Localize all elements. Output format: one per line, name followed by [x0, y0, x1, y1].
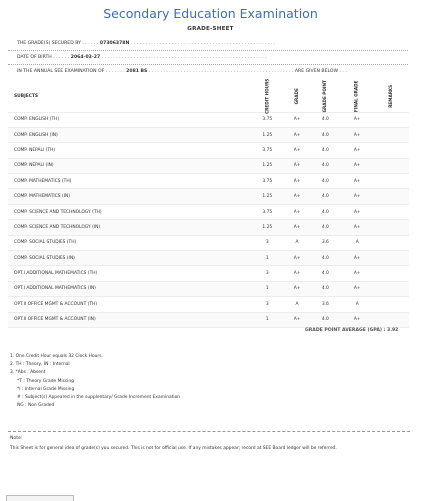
header-remarks [373, 82, 409, 112]
header-credit-hours-label: CREDIT HOURS [263, 78, 269, 115]
credit-cell: 1 [250, 251, 285, 266]
final-grade-cell: A+ [341, 189, 373, 204]
final-grade-cell: A+ [341, 204, 373, 219]
grade-cell: A [285, 297, 309, 312]
table-row [8, 220, 409, 235]
final-grade-cell: A+ [341, 127, 373, 142]
final-grade-cell: A+ [341, 251, 373, 266]
subject-cell: COMP. NEPALI (IN) [8, 158, 250, 173]
table-row [8, 174, 409, 189]
dob-line [17, 55, 267, 60]
subject-cell: OPT.I ADDITIONAL MATHEMATICS (IN) [8, 281, 250, 296]
final-grade-cell: A+ [341, 312, 373, 327]
grade-sheet-heading: GRADE-SHEET [187, 26, 234, 32]
grade-point-cell: 3.6 [309, 235, 341, 250]
divider [8, 50, 408, 51]
remarks-cell [373, 251, 409, 266]
remarks-cell [373, 112, 409, 127]
credit-cell: 3.75 [250, 143, 285, 158]
credit-cell: 1 [250, 312, 285, 327]
subject-cell: COMP. ENGLISH (TH) [8, 112, 250, 127]
credit-cell: 1.25 [250, 220, 285, 235]
disclaimer-title: Note: [10, 436, 23, 441]
grade-point-cell: 4.0 [309, 251, 341, 266]
grades-secured-dots: . . . . . . . . . . . . . . . . . . . . . . . . . . . . . . . . . . . . . . . . . . . . . . . . . . [130, 41, 276, 46]
table-row [8, 143, 409, 158]
header-subjects: SUBJECTS [8, 82, 250, 112]
header-grade-label: GRADE [293, 88, 299, 105]
table-row [8, 251, 409, 266]
subject-cell: COMP. MATHEMATICS (IN) [8, 189, 250, 204]
exam-line [17, 69, 347, 74]
table-header-row [8, 82, 409, 112]
dashed-divider [8, 431, 410, 432]
grade-cell: A+ [285, 204, 309, 219]
grade-cell: A+ [285, 127, 309, 142]
dob-label: DATE OF BIRTH . . . . . . [17, 55, 70, 60]
grade-cell: A+ [285, 266, 309, 281]
page-title: Secondary Education Examination [103, 6, 318, 21]
grades-secured-label: THE GRADE(S) SECURED BY . . . . . . [17, 41, 99, 46]
subject-cell: COMP. NEPALI (TH) [8, 143, 250, 158]
header-credit-hours [250, 78, 285, 115]
final-grade-cell: A+ [341, 220, 373, 235]
grade-point-cell: 4.0 [309, 189, 341, 204]
table-row [8, 281, 409, 296]
remarks-cell [373, 158, 409, 173]
header-final-grade [341, 82, 373, 112]
dob-value: 2064-03-27 [70, 55, 101, 60]
grade-point-cell: 4.0 [309, 143, 341, 158]
grade-cell: A+ [285, 143, 309, 158]
final-grade-cell: A [341, 235, 373, 250]
final-grade-cell: A+ [341, 158, 373, 173]
note-subitem: # : Subject(s) Appeared in the supplentary/ Grade Increment Examination [17, 395, 181, 401]
grade-point-cell: 4.0 [309, 158, 341, 173]
bottom-tab [6, 495, 74, 501]
final-grade-cell: A+ [341, 143, 373, 158]
dob-dots: . . . . . . . . . . . . . . . . . . . . . . . . . . . . . . . . . . . . . . . . . . . . . . . . . . . . . . . . . [101, 55, 267, 60]
subject-cell: COMP. ENGLISH (IN) [8, 127, 250, 142]
table-row [8, 158, 409, 173]
grade-point-cell: 3.6 [309, 297, 341, 312]
gpa-line [305, 328, 398, 333]
remarks-cell [373, 143, 409, 158]
table-row [8, 112, 409, 127]
credit-cell: 3.75 [250, 204, 285, 219]
note-subitem: *I : Internal Grade Missing [17, 386, 75, 392]
grade-cell: A+ [285, 174, 309, 189]
credit-cell: 1.25 [250, 127, 285, 142]
gpa-value: 3.92 [387, 328, 399, 333]
grade-cell: A+ [285, 281, 309, 296]
credit-cell: 3 [250, 266, 285, 281]
grade-point-cell: 4.0 [309, 281, 341, 296]
remarks-cell [373, 189, 409, 204]
grade-cell: A+ [285, 112, 309, 127]
grade-cell: A+ [285, 251, 309, 266]
table-row [8, 297, 409, 312]
subject-cell: COMP. SCIENCE AND TECHNOLOGY (TH) [8, 204, 250, 219]
remarks-cell [373, 127, 409, 142]
header-grade-point [309, 82, 341, 112]
remarks-cell [373, 204, 409, 219]
grade-point-cell: 4.0 [309, 204, 341, 219]
exam-dots: . . . . . . . . . . . . . . . . . . . . . . . . . . . . . . . . . . . . . . . . . . . . . . . . . . [148, 69, 294, 74]
header-grade-point-label: GRADE POINT [322, 80, 328, 113]
remarks-cell [373, 220, 409, 235]
final-grade-cell: A+ [341, 112, 373, 127]
exam-tail: ARE GIVEN BELOW . . . [294, 69, 347, 74]
subject-cell: COMP. MATHEMATICS (TH) [8, 174, 250, 189]
gpa-label: GRADE POINT AVERAGE (GPA) : [305, 328, 386, 333]
grade-cell: A+ [285, 158, 309, 173]
divider [8, 64, 408, 65]
credit-cell: 1.25 [250, 158, 285, 173]
subject-cell: COMP. SOCIAL STUDIES (IN) [8, 251, 250, 266]
final-grade-cell: A [341, 297, 373, 312]
grade-point-cell: 4.0 [309, 127, 341, 142]
note-item: 1. One Credit Hour equals 32 Clock Hours. [10, 354, 103, 359]
remarks-cell [373, 312, 409, 327]
grade-point-cell: 4.0 [309, 112, 341, 127]
credit-cell: 3.75 [250, 112, 285, 127]
grade-cell: A+ [285, 312, 309, 327]
grades-table [8, 78, 409, 328]
table-row [8, 189, 409, 204]
table-row [8, 235, 409, 250]
credit-cell: 3.75 [250, 174, 285, 189]
grade-point-cell: 4.0 [309, 220, 341, 235]
grades-secured-line [17, 41, 275, 46]
grade-point-cell: 4.0 [309, 312, 341, 327]
subject-cell: OPT.I ADDITIONAL MATHEMATICS (TH) [8, 266, 250, 281]
final-grade-cell: A+ [341, 266, 373, 281]
subject-cell: OPT.II OFFICE MGMT & ACCOUNT (IN) [8, 312, 250, 327]
notes-list [10, 353, 180, 410]
remarks-cell [373, 281, 409, 296]
subject-cell: OPT.II OFFICE MGMT & ACCOUNT (TH) [8, 297, 250, 312]
note-item: 2. TH : Theory, IN : Internal [10, 362, 70, 368]
subject-cell: COMP. SCIENCE AND TECHNOLOGY (IN) [8, 220, 250, 235]
final-grade-cell: A+ [341, 281, 373, 296]
exam-label: IN THE ANNUAL SEE EXAMINATION OF . . . . . . . [17, 69, 125, 74]
table-row [8, 204, 409, 219]
remarks-cell [373, 174, 409, 189]
remarks-cell [373, 297, 409, 312]
grade-point-cell: 4.0 [309, 266, 341, 281]
credit-cell: 3 [250, 235, 285, 250]
grade-cell: A [285, 235, 309, 250]
symbol-number: 07306378N [99, 41, 130, 46]
note-item: 3. *Abs : Absent [10, 370, 46, 376]
subject-cell: COMP. SOCIAL STUDIES (TH) [8, 235, 250, 250]
grade-cell: A+ [285, 220, 309, 235]
header-final-grade-label: FINAL GRADE [353, 80, 359, 113]
table-row [8, 127, 409, 142]
header-grade [285, 82, 309, 112]
exam-year: 2081 BS [126, 69, 148, 74]
grade-cell: A+ [285, 189, 309, 204]
disclaimer-text: This Sheet is for general idea of grade(s) you secured. This is not for official use. If any mistakes appear; record at SEE Board ledger will be referred. [10, 446, 337, 451]
remarks-cell [373, 235, 409, 250]
credit-cell: 1.25 [250, 189, 285, 204]
note-subitem: NG : Non Graded [17, 403, 55, 409]
credit-cell: 3 [250, 297, 285, 312]
credit-cell: 1 [250, 281, 285, 296]
remarks-cell [373, 266, 409, 281]
final-grade-cell: A+ [341, 174, 373, 189]
table-row [8, 312, 409, 327]
note-subitem: *T : Theory Grade Missing [17, 378, 74, 384]
header-remarks-label: REMARKS [387, 85, 393, 109]
grade-point-cell: 4.0 [309, 174, 341, 189]
table-row [8, 266, 409, 281]
